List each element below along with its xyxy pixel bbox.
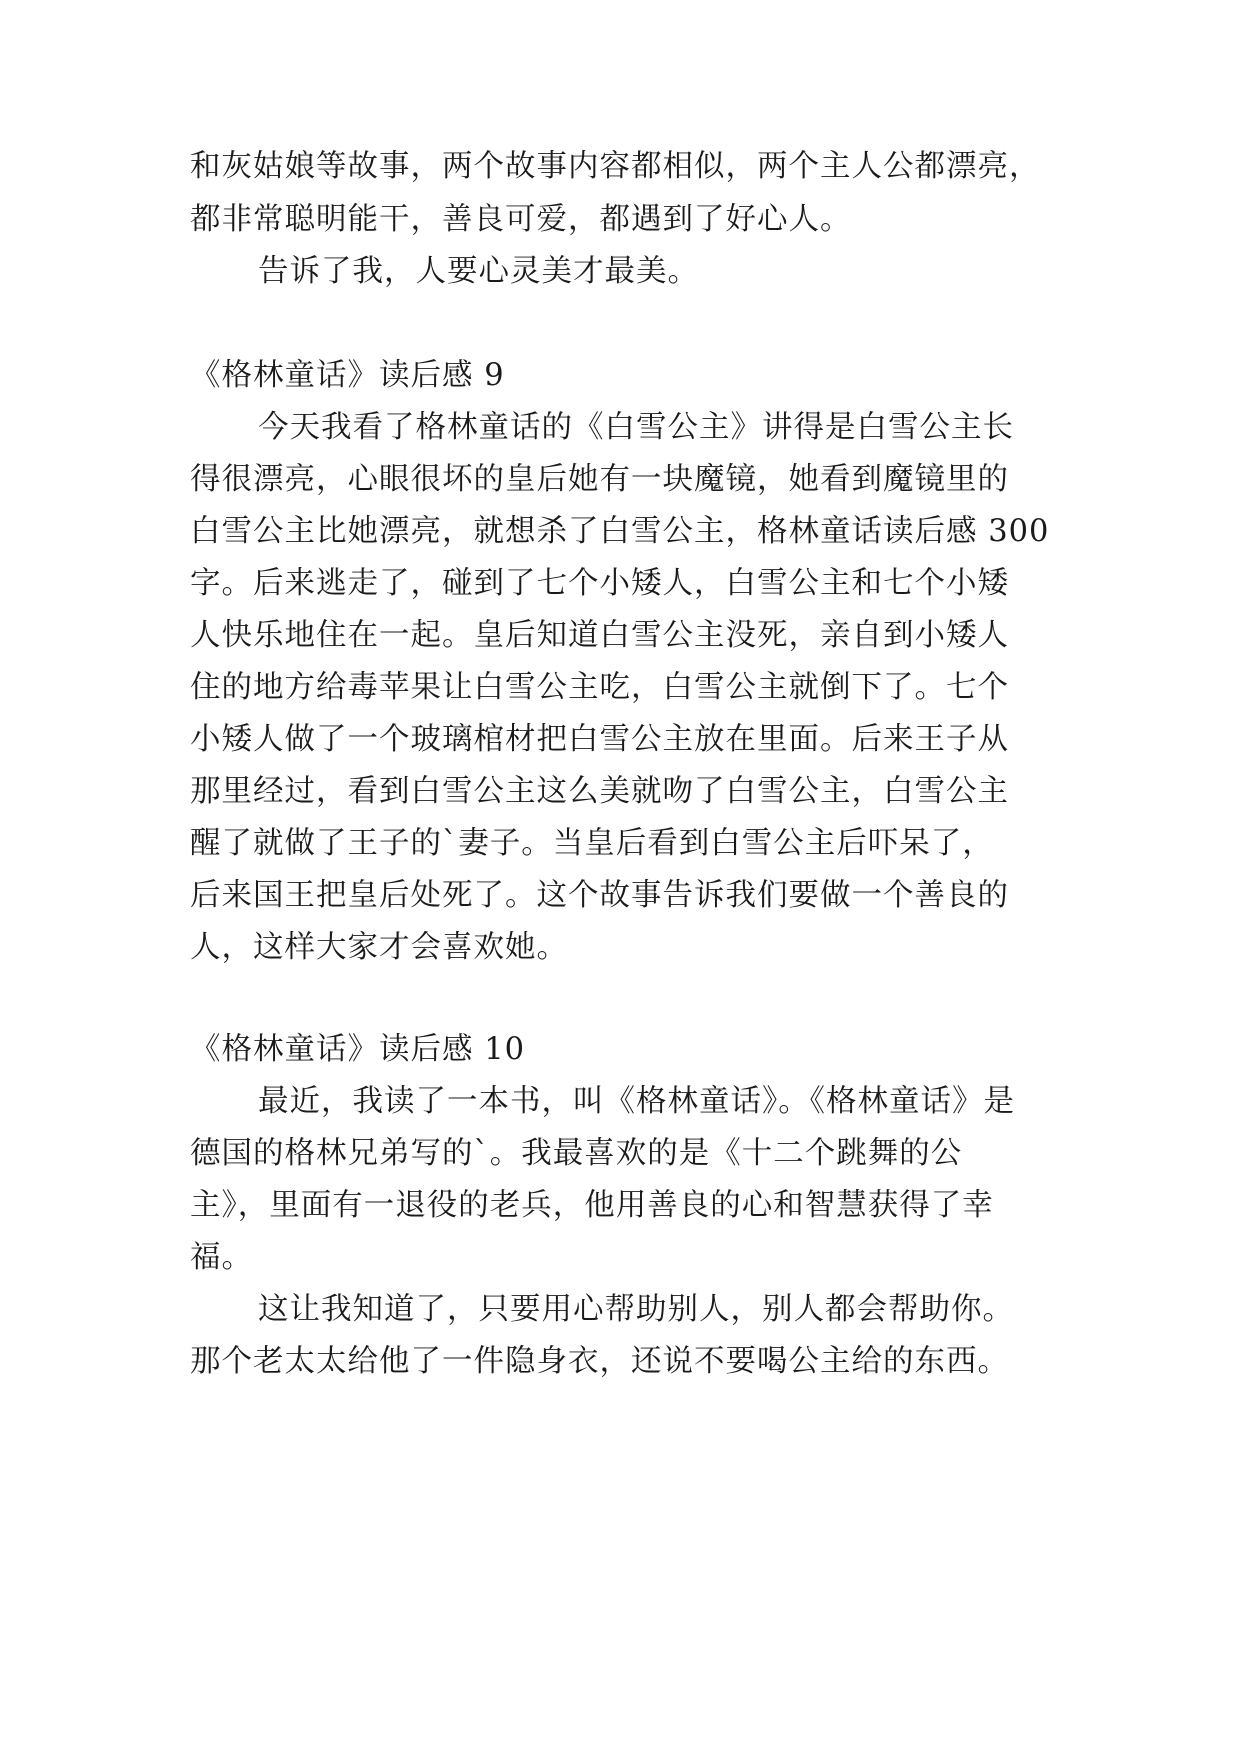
text-line: 小矮人做了一个玻璃棺材把白雪公主放在里面。后来王子从 <box>190 722 1009 757</box>
text-line: 字。后来逃走了，碰到了七个小矮人，白雪公主和七个小矮 <box>190 566 1009 601</box>
text-line: 最近，我读了一本书，叫《格林童话》。《格林童话》是 <box>258 1084 1015 1119</box>
text-line: 后来国王把皇后处死了。这个故事告诉我们要做一个善良的 <box>190 878 1009 913</box>
text-line: 那个老太太给他了一件隐身衣，还说不要喝公主给的东西。 <box>190 1344 1009 1379</box>
text-line: 醒了就做了王子的`妻子。当皇后看到白雪公主后吓呆了， <box>190 826 994 861</box>
text-line: 和灰姑娘等故事，两个故事内容都相似，两个主人公都漂亮， <box>190 149 1041 184</box>
text-line: 得很漂亮，心眼很坏的皇后她有一块魔镜，她看到魔镜里的 <box>190 462 1009 497</box>
text-line: 今天我看了格林童话的《白雪公主》讲得是白雪公主长 <box>258 410 1014 445</box>
text-line: 都非常聪明能干，善良可爱，都遇到了好心人。 <box>190 202 852 237</box>
section-heading: 《格林童话》读后感 9 <box>190 358 505 393</box>
text-line: 白雪公主比她漂亮，就想杀了白雪公主，格林童话读后感 300 <box>190 514 1050 549</box>
text-line: 告诉了我，人要心灵美才最美。 <box>258 254 699 289</box>
text-line: 那里经过，看到白雪公主这么美就吻了白雪公主，白雪公主 <box>190 774 1009 809</box>
text-line: 福。 <box>190 1240 253 1275</box>
text-line: 住的地方给毒苹果让白雪公主吃，白雪公主就倒下了。七个 <box>190 670 1009 705</box>
text-line: 德国的格林兄弟写的`。我最喜欢的是《十二个跳舞的公 <box>190 1136 963 1171</box>
text-line: 人，这样大家才会喜欢她。 <box>190 930 568 965</box>
section-heading: 《格林童话》读后感 10 <box>190 1032 526 1067</box>
text-line: 这让我知道了，只要用心帮助别人，别人都会帮助你。 <box>258 1292 1014 1327</box>
text-line: 人快乐地住在一起。皇后知道白雪公主没死，亲自到小矮人 <box>190 618 1009 653</box>
text-line: 主》，里面有一退役的老兵，他用善良的心和智慧获得了幸 <box>190 1188 994 1223</box>
